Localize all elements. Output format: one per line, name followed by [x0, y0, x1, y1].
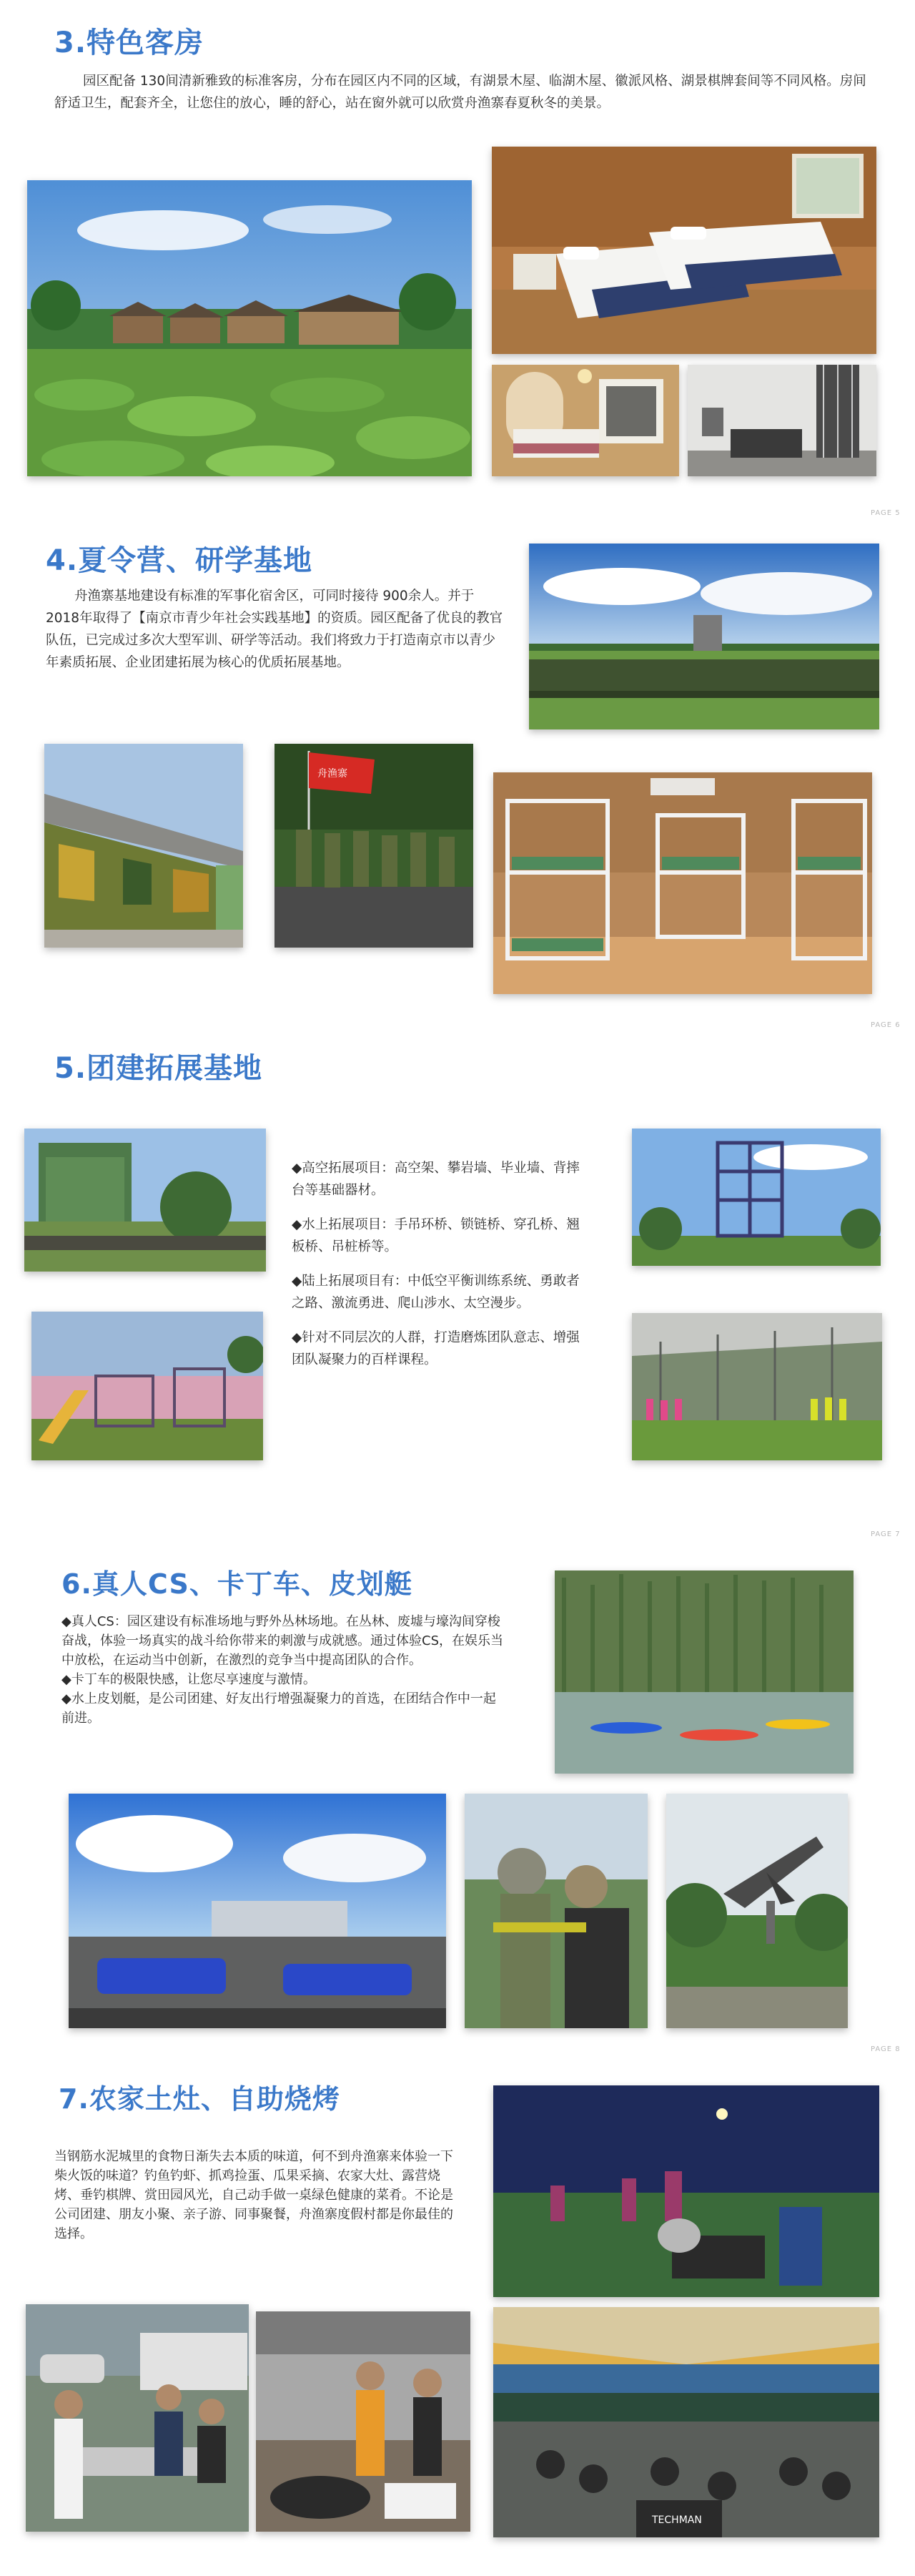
- jet-display-photo: [666, 1794, 848, 2028]
- kart-item: ◆卡丁车的极限快感，让您尽享速度与激情。: [61, 1672, 316, 1687]
- marching-flag-photo: [274, 744, 473, 948]
- section-4-title: 4.夏令营、研学基地: [46, 544, 313, 577]
- section-6-items: [61, 1612, 508, 1728]
- night-dining-photo: [493, 2307, 879, 2537]
- kitchen-photo: [256, 2311, 470, 2532]
- page-number-5: PAGE 5: [871, 509, 901, 517]
- outdoor-cooking-photo: [26, 2304, 249, 2532]
- section-3-text: 园区配备 130间清新雅致的标准客房，分布在园区内不同的区域，有湖景木屋、临湖木屋、徽派风格、湖景棋牌套间等不同风格。房间舒适卫生，配套齐全，让您住的放心，睡的舒心，站在窗外就可以欣赏舟渔寨春夏秋冬的美景。: [54, 74, 866, 111]
- cs-players-photo: [465, 1794, 648, 2028]
- gokart-photo: [69, 1794, 446, 2028]
- page-number-7: PAGE 7: [871, 1530, 901, 1538]
- cs-item: ◆真人CS：园区建设有标准场地与野外丛林场地。在丛林、废墟与壕沟间穿梭奋战，体验一场真实的战斗给你带来的刺激与成就感。通过体验CS，在娱乐当中放松，在运动当中创新，在激烈的竞争当中提高团队的合作。: [61, 1614, 503, 1668]
- dorm-bunk-photo: [493, 772, 872, 994]
- shirt-text: TECHMAN: [652, 2514, 702, 2526]
- outdoor-item-1: ◆高空拓展项目：高空架、攀岩墙、毕业墙、背摔台等基础器材。: [292, 1161, 580, 1198]
- section-5-items: [292, 1157, 585, 1383]
- page-number-8: PAGE 8: [871, 2045, 901, 2053]
- section-7-title: 7.农家土灶、自助烧烤: [59, 2083, 340, 2115]
- kayak-item: ◆水上皮划艇，是公司团建、好友出行增强凝聚力的首选，在团结合作中一起前进。: [61, 1691, 496, 1726]
- section-7-text: 当钢筋水泥城里的食物日渐失去本质的味道，何不到舟渔寨来体验一下柴火饭的味道？钓鱼钓虾、抓鸡捡蛋、瓜果采摘、农家大灶、露营烧烤、垂钓棋牌、赏田园风光，自己动手做一桌绿色健康的菜肴。不论是公司团建、朋友小聚、亲子游、同事聚餐，舟渔寨度假村都是你最佳的选择。: [54, 2149, 453, 2241]
- bbq-night-photo: [493, 2085, 879, 2297]
- playground-photo: [31, 1312, 263, 1460]
- suite-room-photo: [492, 365, 679, 476]
- lotus-cottage-photo: [27, 180, 472, 476]
- camo-building-photo: [44, 744, 243, 948]
- section-3-title: 3.特色客房: [54, 26, 204, 59]
- outdoor-item-3: ◆陆上拓展项目有：中低空平衡训练系统、勇敢者之路、激流勇进、爬山涉水、太空漫步。: [292, 1274, 580, 1311]
- outdoor-item-4: ◆针对不同层次的人群，打造磨炼团队意志、增强团队凝聚力的百样课程。: [292, 1330, 580, 1367]
- climbing-wall-photo: [24, 1129, 266, 1272]
- high-ropes-photo: [632, 1129, 881, 1266]
- hotel-room-photo: [492, 147, 876, 354]
- military-field-photo: [529, 544, 879, 729]
- outdoor-item-2: ◆水上拓展项目：手吊环桥、锁链桥、穿孔桥、翘板桥、吊桩桥等。: [292, 1217, 580, 1254]
- flag-text: 舟渔寨: [317, 768, 347, 780]
- covered-field-photo: [632, 1313, 882, 1460]
- page-number-6: PAGE 6: [871, 1021, 901, 1029]
- section-4-text: 舟渔寨基地建设有标准的军事化宿舍区，可同时接待 900余人。并于2018年取得了【南京市青少年社会实践基地】的资质。园区配备了优良的教官队伍，已完成过多次大型军训、研学等活动。我们将致力于打造南京市以青少年素质拓展、企业团建拓展为核心的优质拓展基地。: [46, 589, 503, 670]
- section-6-title: 6.真人CS、卡丁车、皮划艇: [61, 1568, 412, 1600]
- kayak-photo: [555, 1570, 854, 1774]
- section-5-title: 5.团建拓展基地: [54, 1052, 263, 1085]
- modern-room-photo: [688, 365, 876, 476]
